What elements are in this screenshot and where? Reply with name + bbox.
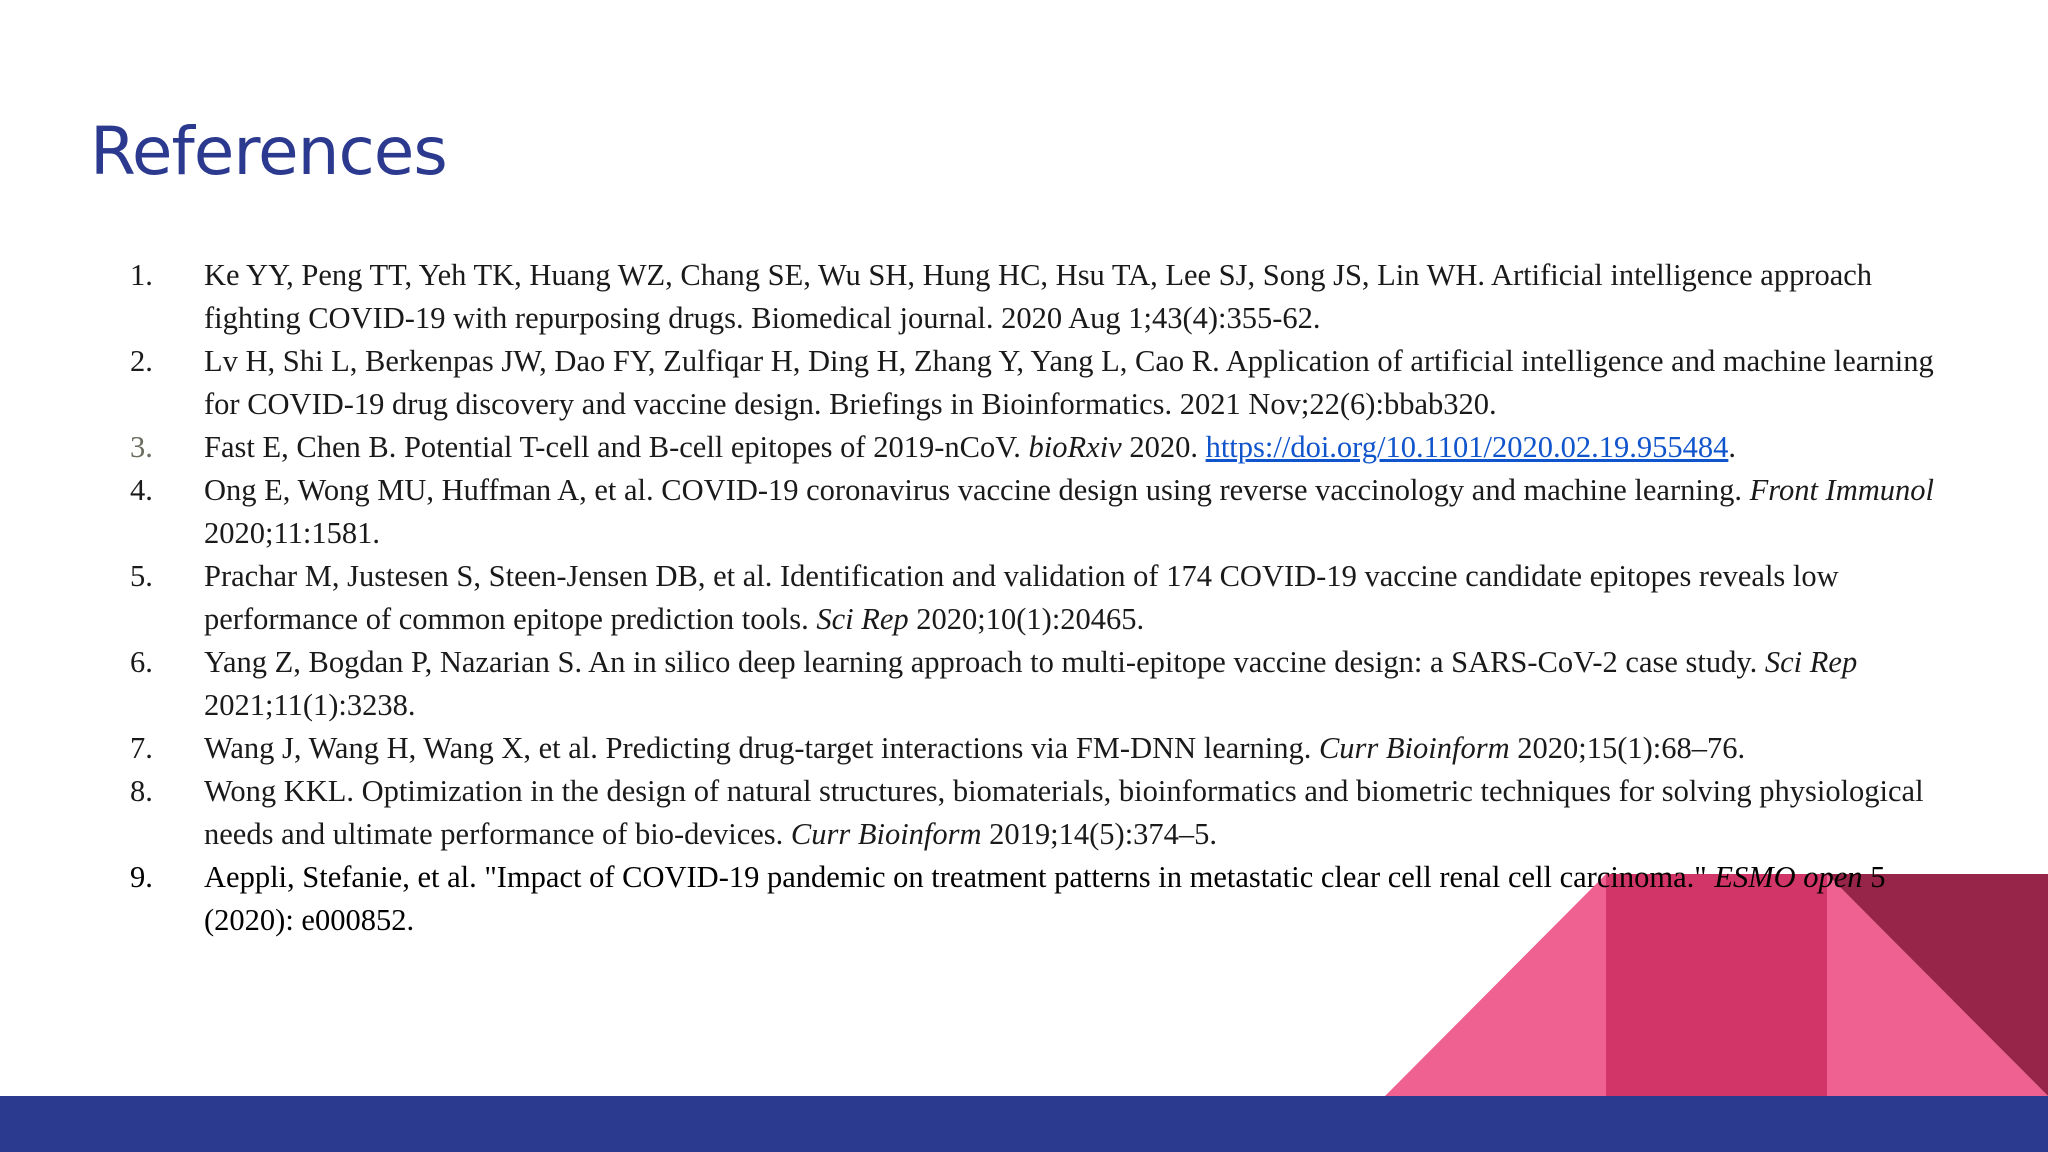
bottom-bar (0, 1096, 2048, 1152)
reference-number: 3. (130, 430, 153, 464)
reference-citation: 2021;11(1):3238. (204, 688, 416, 722)
reference-number: 5. (130, 559, 153, 593)
reference-item (0, 340, 1944, 426)
reference-text: Ke YY, Peng TT, Yeh TK, Huang WZ, Chang SE, Wu SH, Hung HC, Hsu TA, Lee SJ, Song JS, Lin WH. Artificial intelligence approach fighting COVID-19 with repurposing drugs. Biomedical journal. 2020 Aug 1;43(4):355-62. (204, 258, 1873, 335)
page-title: References (90, 113, 447, 190)
reference-journal: Sci Rep (816, 602, 909, 636)
reference-text: Fast E, Chen B. Potential T-cell and B-cell epitopes of 2019-nCoV. (204, 430, 1029, 464)
reference-item (0, 555, 1944, 641)
doi-link[interactable]: https://doi.org/10.1101/2020.02.19.955484 (1205, 430, 1729, 464)
reference-number: 1. (130, 258, 153, 292)
reference-citation: 5 (2020): e000852. (204, 860, 1886, 937)
reference-text: Prachar M, Justesen S, Steen-Jensen DB, et al. Identification and validation of 174 COVID-19 vaccine candidate epitopes reveals low performance of common epitope prediction tools. (204, 559, 1839, 636)
reference-text: Wong KKL. Optimization in the design of natural structures, biomaterials, bioinformatics and biometric techniques for solving physiological needs and ultimate performance of bio-devices. (204, 774, 1924, 851)
reference-number: 2. (130, 344, 153, 378)
reference-journal: Curr Bioinform (790, 817, 982, 851)
reference-item (0, 469, 1944, 555)
reference-number: 8. (130, 774, 153, 808)
reference-number: 4. (130, 473, 153, 507)
reference-citation: 2020;11:1581. (204, 516, 380, 550)
reference-number: 9. (130, 860, 153, 894)
reference-citation: 2020;15(1):68–76. (1509, 731, 1746, 765)
reference-text: Wang J, Wang H, Wang X, et al. Predicting drug-target interactions via FM-DNN learning. (204, 731, 1319, 765)
reference-number: 7. (130, 731, 153, 765)
reference-tail: . (1728, 430, 1736, 464)
reference-citation: 2019;14(5):374–5. (981, 817, 1218, 851)
reference-journal: bioRxiv (1028, 430, 1122, 464)
reference-journal: Sci Rep (1764, 645, 1858, 679)
reference-item (0, 426, 1944, 469)
reference-text: Yang Z, Bogdan P, Nazarian S. An in silico deep learning approach to multi-epitope vaccine design: a SARS-CoV-2 case study. (204, 645, 1765, 679)
reference-item (0, 856, 1944, 942)
reference-journal: Curr Bioinform (1318, 731, 1510, 765)
reference-text: Aeppli, Stefanie, et al. "Impact of COVID-19 pandemic on treatment patterns in metastatic clear cell renal cell carcinoma." (204, 860, 1715, 894)
reference-item (0, 727, 1944, 770)
reference-text: Ong E, Wong MU, Huffman A, et al. COVID-19 coronavirus vaccine design using reverse vaccinology and machine learning. (204, 473, 1750, 507)
reference-number: 6. (130, 645, 153, 679)
reference-item (0, 254, 1944, 340)
reference-journal: Front Immunol (1749, 473, 1934, 507)
reference-item (0, 641, 1944, 727)
reference-item (0, 770, 1944, 856)
reference-year: 2020. (1121, 430, 1206, 464)
reference-journal: ESMO open (1714, 860, 1863, 894)
reference-text: Lv H, Shi L, Berkenpas JW, Dao FY, Zulfiqar H, Ding H, Zhang Y, Yang L, Cao R. Application of artificial intelligence and machine learning for COVID-19 drug discovery and vaccine design. Briefings in Bioinformatics. 2021 Nov;22(6):bbab320. (204, 344, 1934, 421)
reference-citation: 2020;10(1):20465. (908, 602, 1145, 636)
references-list (0, 254, 1944, 942)
